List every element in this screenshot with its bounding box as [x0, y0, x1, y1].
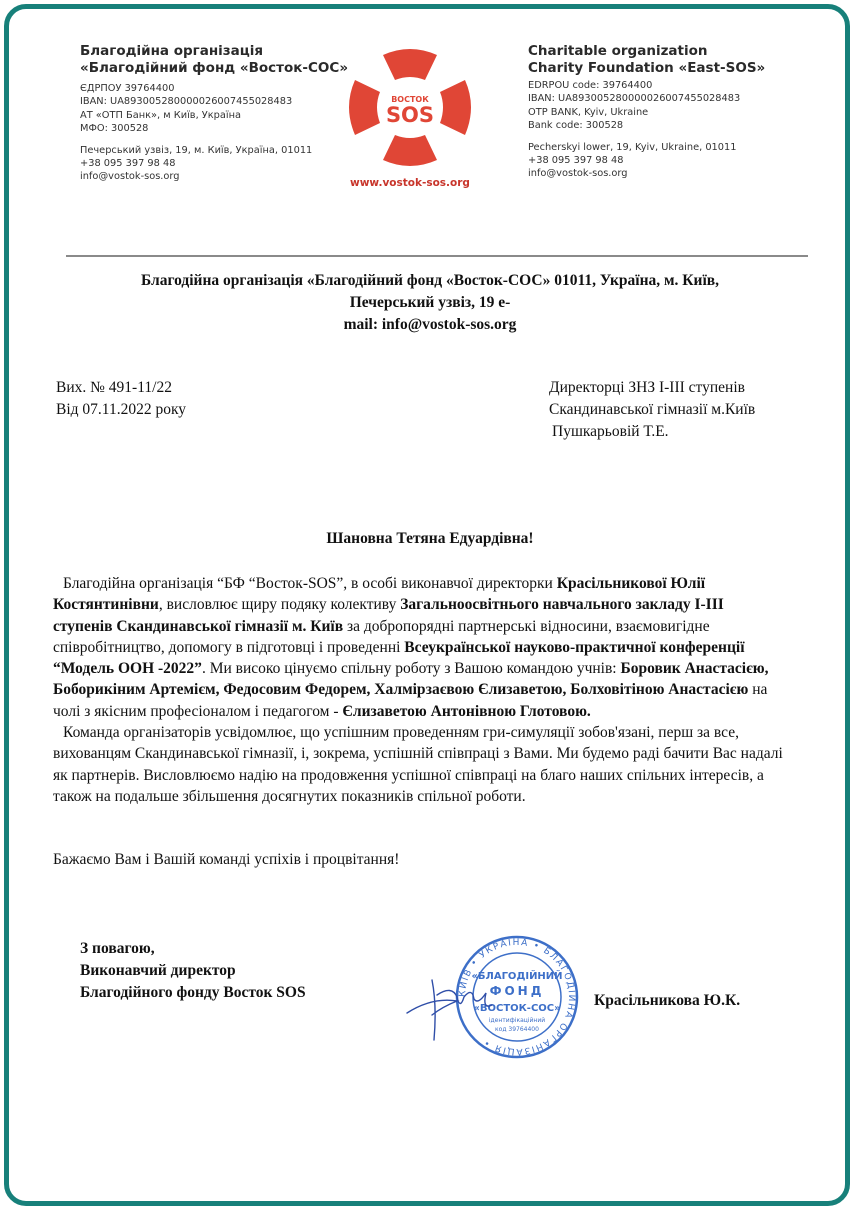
header-divider [66, 255, 808, 257]
edrpou-ua: ЄДРПОУ 39764400 [80, 83, 175, 94]
closing-wish: Бажаємо Вам і Вашій команді успіхів і процвітання! [53, 851, 400, 868]
letterhead-line2: Печерський узвіз, 19 е- [349, 294, 511, 311]
bank-ua: АТ «ОТП Банк», м Київ, Україна [80, 109, 242, 121]
official-stamp [402, 935, 592, 1060]
address-en: Pecherskyi lower, 19, Kyiv, Ukraine, 01011 [528, 141, 737, 153]
website-url[interactable]: www.vostok-sos.org [350, 177, 470, 189]
addressee-line3: Пушкарьовій Т.Е. [552, 423, 669, 440]
body-paragraph-1 [53, 573, 783, 722]
addressee-line1: Директорці ЗНЗ І-ІІІ ступенів [549, 379, 745, 396]
body-text-run: на чолі з якісним професіоналом і педагогом - [53, 681, 768, 720]
phone-en: +38 095 397 98 48 [528, 155, 624, 167]
header-ukrainian-details [80, 43, 348, 184]
closing-regards: З повагою, [80, 940, 155, 957]
letterhead-address [60, 270, 800, 336]
stamp-seal-icon [402, 935, 592, 1060]
edrpou-en: EDRPOU code: 39764400 [528, 80, 653, 91]
letterhead-line1: Благодійна організація «Благодійний фонд «Восток-СОС» 01011, Україна, м. Київ, [140, 272, 720, 289]
letter-body [53, 573, 783, 807]
signature-block [80, 938, 306, 1004]
email-ua[interactable]: info@vostok-sos.org [80, 171, 180, 183]
body-bold-run: Боровик Анастасією, Боборикіним Артемієм, Федосовим Федорем, Халмірзаєвою Єлизаветою, Болховітіною Анастасією [53, 660, 769, 699]
svg-text:ідентифікаційний: ідентифікаційний [488, 1017, 546, 1024]
email-en[interactable]: info@vostok-sos.org [528, 168, 628, 180]
signer-title: Виконавчий директор [80, 962, 236, 979]
outgoing-reference [56, 377, 186, 421]
org-name-en-line2: Charity Foundation «East-SOS» [528, 60, 766, 76]
header-english-details [528, 43, 765, 181]
svg-text:КИЇВ • УКРАЇНА • БЛАГОДІЙНА ОР: КИЇВ • УКРАЇНА • БЛАГОДІЙНА ОРГАНІЗАЦІЯ • [457, 937, 577, 1057]
signer-name: Красільникова Ю.К. [594, 992, 741, 1009]
address-ua: Печерський узвіз, 19, м. Київ, Україна, 01011 [80, 144, 313, 156]
svg-text:SOS: SOS [385, 103, 435, 127]
mfo-ua: МФО: 300528 [80, 123, 149, 135]
phone-ua: +38 095 397 98 48 [80, 158, 176, 170]
body-bold-run: Загальноосвітнього навчального закладу І-ІІІ ступенів Скандинавської гімназії м. Київ [53, 596, 724, 635]
salutation: Шановна Тетяна Едуардівна! [326, 530, 534, 547]
reference-number: Вих. № 491-11/22 [56, 379, 172, 396]
org-name-ua-line1: Благодійна організація [80, 43, 264, 59]
body-text-run: . Ми високо цінуємо спільну роботу з Вашою командою учнів: [201, 660, 621, 678]
body-paragraph-2: Команда організаторів усвідомлює, що успішним проведенням гри-симуляції зобов'язані, перш за все, вихованцям Скандинавської гімназії, і, зокрема, успішній співпраці з Вами. Ми будемо раді бачити Вас надалі як партнерів. Висловлюємо надію на продовження успішної співпраці на благо наших спільних інтересів, а також на подальше збільшення досягнутих показників спільної роботи. [53, 724, 783, 805]
vostok-sos-logo [345, 45, 475, 195]
body-text-run: , висловлює щиру подяку колективу [158, 596, 401, 614]
svg-text:ФОНД: ФОНД [489, 984, 545, 998]
org-name-ua-line2: «Благодійний фонд «Восток-СОС» [80, 60, 349, 76]
svg-text:ВОСТОК: ВОСТОК [391, 95, 429, 104]
reference-date: Від 07.11.2022 року [56, 401, 187, 418]
org-name-en-line1: Charitable organization [528, 43, 708, 59]
bank-en: OTP BANK, Kyiv, Ukraine [528, 106, 649, 118]
body-bold-run: Єлизаветою Антонівною Глотовою. [342, 702, 591, 720]
addressee-line2: Скандинавської гімназії м.Київ [549, 401, 756, 418]
letterhead-line3: mail: info@vostok-sos.org [343, 316, 517, 333]
svg-text:«ВОСТОК-СОС»: «ВОСТОК-СОС» [473, 1003, 561, 1014]
body-text-run: Благодійна організація “БФ “Восток-SOS”, в особі виконавчої директорки [63, 575, 557, 592]
iban-ua: IBAN: UA893005280000026007455028483 [80, 96, 293, 108]
svg-text:«БЛАГОДІЙНИЙ: «БЛАГОДІЙНИЙ [471, 971, 563, 982]
iban-en: IBAN: UA893005280000026007455028483 [528, 93, 741, 105]
lifebuoy-icon [345, 45, 475, 170]
body-bold-run: Красільникової Юлії Костянтинівни [53, 575, 706, 614]
bank-code-en: Bank code: 300528 [528, 120, 624, 132]
svg-text:код 39764400: код 39764400 [495, 1026, 539, 1033]
addressee-block [549, 377, 755, 443]
signer-organization: Благодійного фонду Восток SOS [80, 984, 306, 1001]
body-text-run: за добропорядні партнерські відносини, взаємовигідне співробітництво, допомогу в підготовці і проведенні [53, 617, 710, 656]
body-bold-run: Всеукраїнської науково-практичної конференції “Модель ООН -2022” [53, 638, 745, 678]
